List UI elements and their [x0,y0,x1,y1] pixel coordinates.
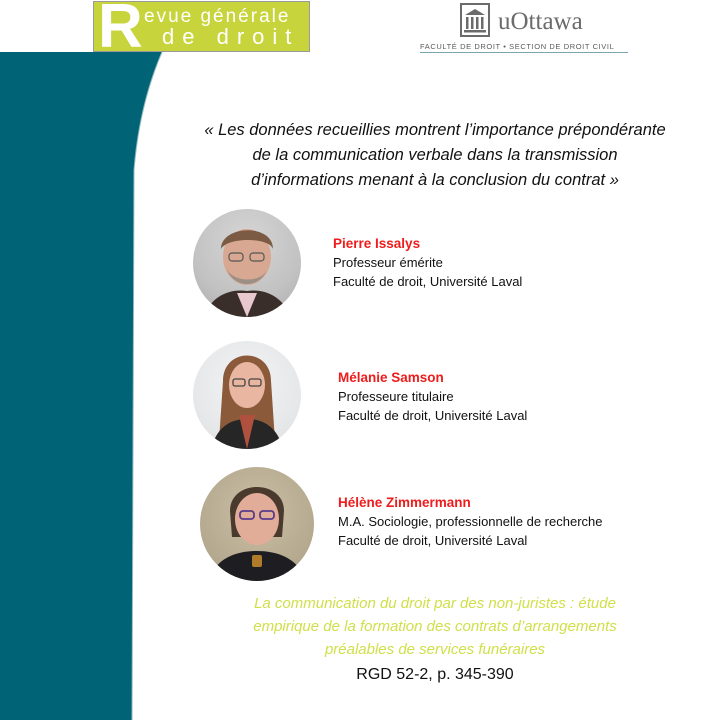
author-title: M.A. Sociologie, professionnelle de recherche [338,514,603,529]
portrait-illustration [200,467,314,581]
quote-line: de la communication verbale dans la transmission [252,146,618,164]
author-title: Professeure titulaire [338,389,454,404]
article-title-line: préalables de services funéraires [324,641,546,658]
uottawa-name: uOttawa [498,8,583,35]
article-title-line: empirique de la formation des contrats d’arrangements [253,618,617,635]
author-affiliation: Faculté de droit, Université Laval [338,533,528,548]
author-card [333,234,522,291]
article-title [150,592,720,661]
author-name: Mélanie Samson [338,370,444,385]
article-title-line: La communication du droit par des non-juristes : étude [254,595,616,612]
author-name: Hélène Zimmermann [338,495,471,510]
author-photo-melanie-samson [193,341,301,449]
uottawa-logo [418,0,630,56]
portrait-illustration [193,341,301,449]
building-columns-icon [460,3,490,37]
logo-initial: R [98,1,143,52]
quote-line: « Les données recueillies montrent l’importance prépondérante [204,121,666,139]
revue-generale-de-droit-logo [93,1,310,52]
author-affiliation: Faculté de droit, Université Laval [333,274,523,289]
author-affiliation: Faculté de droit, Université Laval [338,408,528,423]
author-name: Pierre Issalys [333,236,421,251]
author-photo-pierre-issalys [193,209,301,317]
author-photo-helene-zimmermann [200,467,314,581]
quote-line: d’informations menant à la conclusion du contrat » [251,171,619,189]
author-card [338,368,527,425]
author-card [338,493,602,550]
divider [420,52,628,53]
author-title: Professeur émérite [333,255,443,270]
portrait-illustration [193,209,301,317]
uottawa-subtitle: FACULTÉ DE DROIT • SECTION DE DROIT CIVIL [420,42,615,51]
logo-line-2: de droit [162,24,300,49]
pull-quote [150,118,720,193]
article-reference: RGD 52-2, p. 345-390 [356,666,514,683]
logo-line-1: evue générale [144,6,291,27]
